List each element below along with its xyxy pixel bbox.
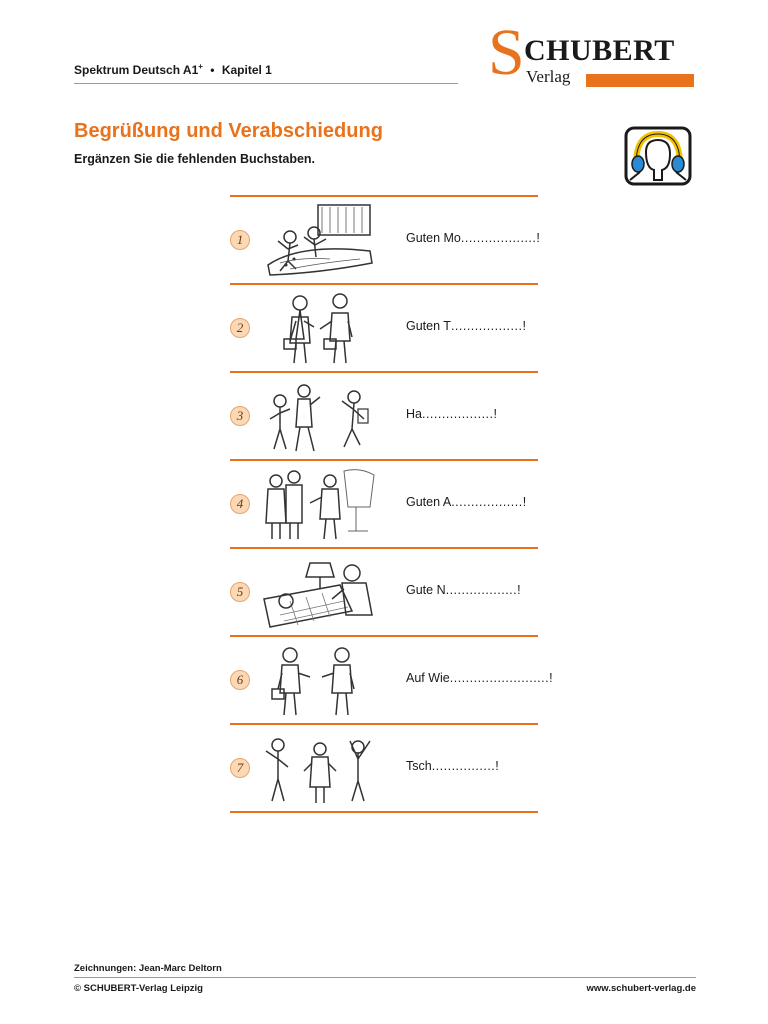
item-number: 3 xyxy=(230,406,250,426)
headphones-icon xyxy=(622,124,694,188)
phrase-4 xyxy=(406,495,526,509)
logo-verlag: Verlag xyxy=(526,67,571,86)
book-title: Spektrum Deutsch A1 xyxy=(74,63,199,77)
phrase-end: ! xyxy=(493,406,497,421)
logo-s: S xyxy=(488,16,525,89)
blank-dots[interactable]: .................. xyxy=(421,406,494,421)
phrase-end: ! xyxy=(549,670,553,685)
chapter-label: Kapitel 1 xyxy=(221,63,272,77)
exercise-item-1 xyxy=(230,197,538,284)
phrase-prefix: Guten Mo xyxy=(406,230,461,245)
blank-dots[interactable]: .................. xyxy=(450,318,523,333)
phrase-5 xyxy=(406,583,521,597)
blank-dots[interactable]: ......................... xyxy=(449,670,550,685)
phrase-prefix: Tsch xyxy=(406,758,432,773)
header-rule xyxy=(74,83,458,84)
phrase-prefix: Guten A xyxy=(406,494,452,509)
phrase-prefix: Auf Wie xyxy=(406,670,450,685)
phrase-end: ! xyxy=(536,230,540,245)
phrase-6 xyxy=(406,671,553,685)
row-divider xyxy=(230,811,538,813)
item-number: 6 xyxy=(230,670,250,690)
exercise-item-3 xyxy=(230,373,538,460)
farewell-drawing xyxy=(260,643,380,719)
level-superscript: + xyxy=(198,62,203,71)
phrase-1 xyxy=(406,231,540,245)
footer-rule xyxy=(74,977,696,978)
header-line xyxy=(74,62,272,77)
exercise-item-5 xyxy=(230,549,538,636)
item-number: 5 xyxy=(230,582,250,602)
phrase-3 xyxy=(406,407,497,421)
exercise-item-2 xyxy=(230,285,538,372)
blank-dots[interactable]: .................. xyxy=(445,582,518,597)
exercise-item-4 xyxy=(230,461,538,548)
phrase-prefix: Ha xyxy=(406,406,422,421)
blank-dots[interactable]: ................... xyxy=(460,230,537,245)
item-number: 4 xyxy=(230,494,250,514)
drawing-credit: Zeichnungen: Jean-Marc Deltorn xyxy=(74,963,222,974)
item-number: 7 xyxy=(230,758,250,778)
phrase-end: ! xyxy=(522,318,526,333)
phrase-end: ! xyxy=(522,494,527,509)
waving-goodbye-drawing xyxy=(260,731,380,807)
page-title: Begrüßung und Verabschiedung xyxy=(74,120,383,142)
phrase-2 xyxy=(406,319,526,333)
exercise-list xyxy=(230,195,553,813)
kids-waving-drawing xyxy=(260,379,380,455)
bedtime-drawing xyxy=(260,555,380,631)
logo-bar xyxy=(586,74,694,87)
copyright: © SCHUBERT-Verlag Leipzig xyxy=(74,983,203,994)
header-bullet: • xyxy=(210,63,215,77)
phrase-prefix: Guten T xyxy=(406,318,451,333)
blank-dots[interactable]: .................. xyxy=(451,494,523,509)
instruction: Ergänzen Sie die fehlenden Buchstaben. xyxy=(74,152,316,166)
item-number: 2 xyxy=(230,318,250,338)
exercise-item-6 xyxy=(230,637,553,724)
blank-dots[interactable]: ................ xyxy=(431,758,496,773)
phrase-end: ! xyxy=(495,758,499,773)
logo-chubert: CHUBERT xyxy=(524,34,675,67)
evening-visit-drawing xyxy=(260,467,380,543)
exercise-item-7 xyxy=(230,725,538,812)
website-link[interactable]: www.schubert-verlag.de xyxy=(586,983,696,994)
business-greeting-drawing xyxy=(260,291,380,367)
waking-up-drawing xyxy=(260,203,380,279)
phrase-prefix: Gute N xyxy=(406,582,446,597)
item-number: 1 xyxy=(230,230,250,250)
phrase-7 xyxy=(406,759,499,773)
phrase-end: ! xyxy=(517,582,521,597)
schubert-logo xyxy=(488,16,700,90)
